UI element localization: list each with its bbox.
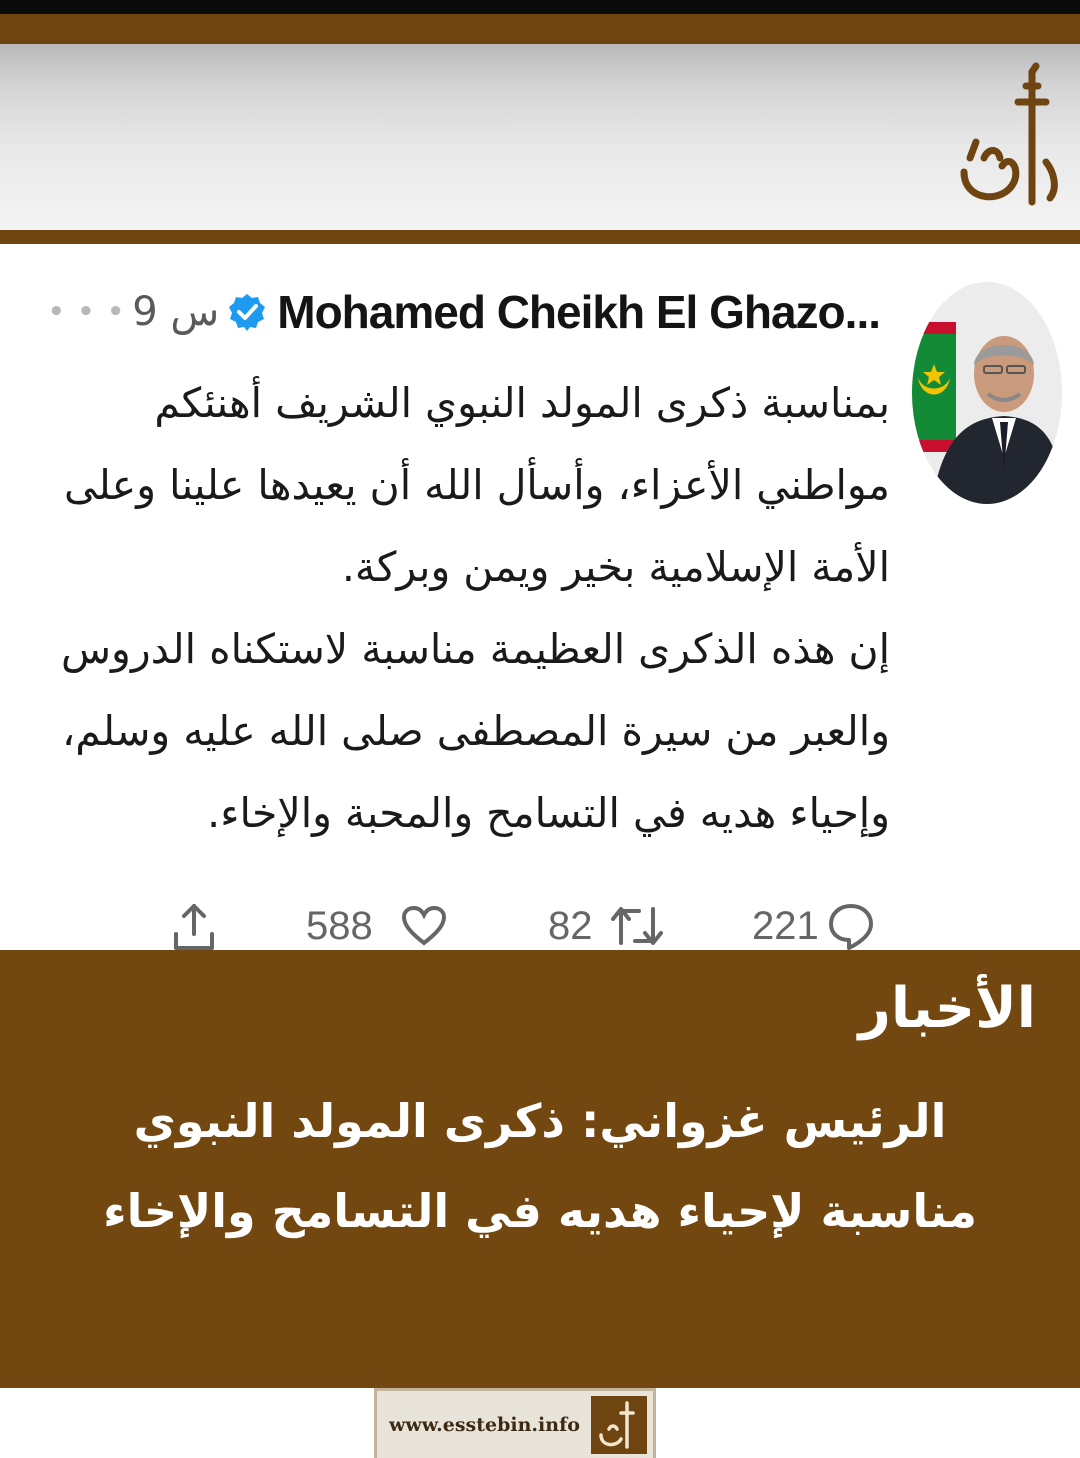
headline-line: مناسبة لإحياء هديه في التسامح والإخاء: [103, 1184, 977, 1238]
verified-badge-icon: [227, 292, 267, 332]
website-url[interactable]: www.esstebin.info: [389, 1413, 580, 1436]
top-brown-bar: [0, 14, 1080, 44]
tweet-author[interactable]: Mohamed Cheikh El Ghazo...: [277, 286, 880, 338]
like-button[interactable]: [306, 904, 447, 949]
reply-bubble-icon: [827, 902, 875, 950]
tweet-line: بمناسبة ذكرى المولد النبوي الشريف أهنئكم: [154, 379, 890, 427]
tweet-line: وإحياء هديه في التسامح والمحبة والإخاء.: [207, 789, 890, 837]
tweet-text: [60, 362, 890, 854]
brand-logo: [954, 62, 1064, 212]
share-icon: [170, 900, 218, 952]
heart-icon: [401, 905, 447, 947]
headline-line: الرئيس غزواني: ذكرى المولد النبوي: [133, 1094, 947, 1148]
tweet-card: [0, 244, 1080, 950]
footer: [0, 1388, 1080, 1458]
more-dots-icon[interactable]: • • •: [48, 297, 126, 327]
share-button[interactable]: [170, 900, 218, 952]
header-band: [0, 44, 1080, 230]
avatar[interactable]: [912, 282, 1062, 504]
news-section-label: الأخبار: [858, 976, 1036, 1041]
like-count: 588: [306, 903, 373, 948]
avatar-photo: [912, 282, 1062, 504]
tweet-line: مواطني الأعزاء، وأسأل الله أن يعيدها علينا وعلى: [64, 461, 890, 509]
footer-logo: [591, 1396, 647, 1454]
news-headline: [40, 1076, 1040, 1256]
tweet-time: 9 س: [132, 289, 220, 335]
tweet-meta: [40, 284, 880, 340]
top-black-bar: [0, 0, 1080, 14]
tweet-line: والعبر من سيرة المصطفى صلى الله عليه وسلم،: [61, 707, 890, 755]
footer-badge[interactable]: [374, 1388, 656, 1458]
retweet-button[interactable]: [548, 903, 665, 949]
retweet-icon: [609, 903, 665, 949]
news-panel: [0, 950, 1080, 1388]
tweet-line: إن هذه الذكرى العظيمة مناسبة لاستكناه الدروس: [61, 625, 890, 673]
reply-button[interactable]: [752, 902, 875, 950]
header-divider: [0, 230, 1080, 244]
tweet-actions: [170, 896, 890, 956]
tweet-line: الأمة الإسلامية بخير ويمن وبركة.: [341, 543, 890, 591]
reply-count: 221: [752, 903, 819, 948]
retweet-count: 82: [548, 903, 593, 948]
